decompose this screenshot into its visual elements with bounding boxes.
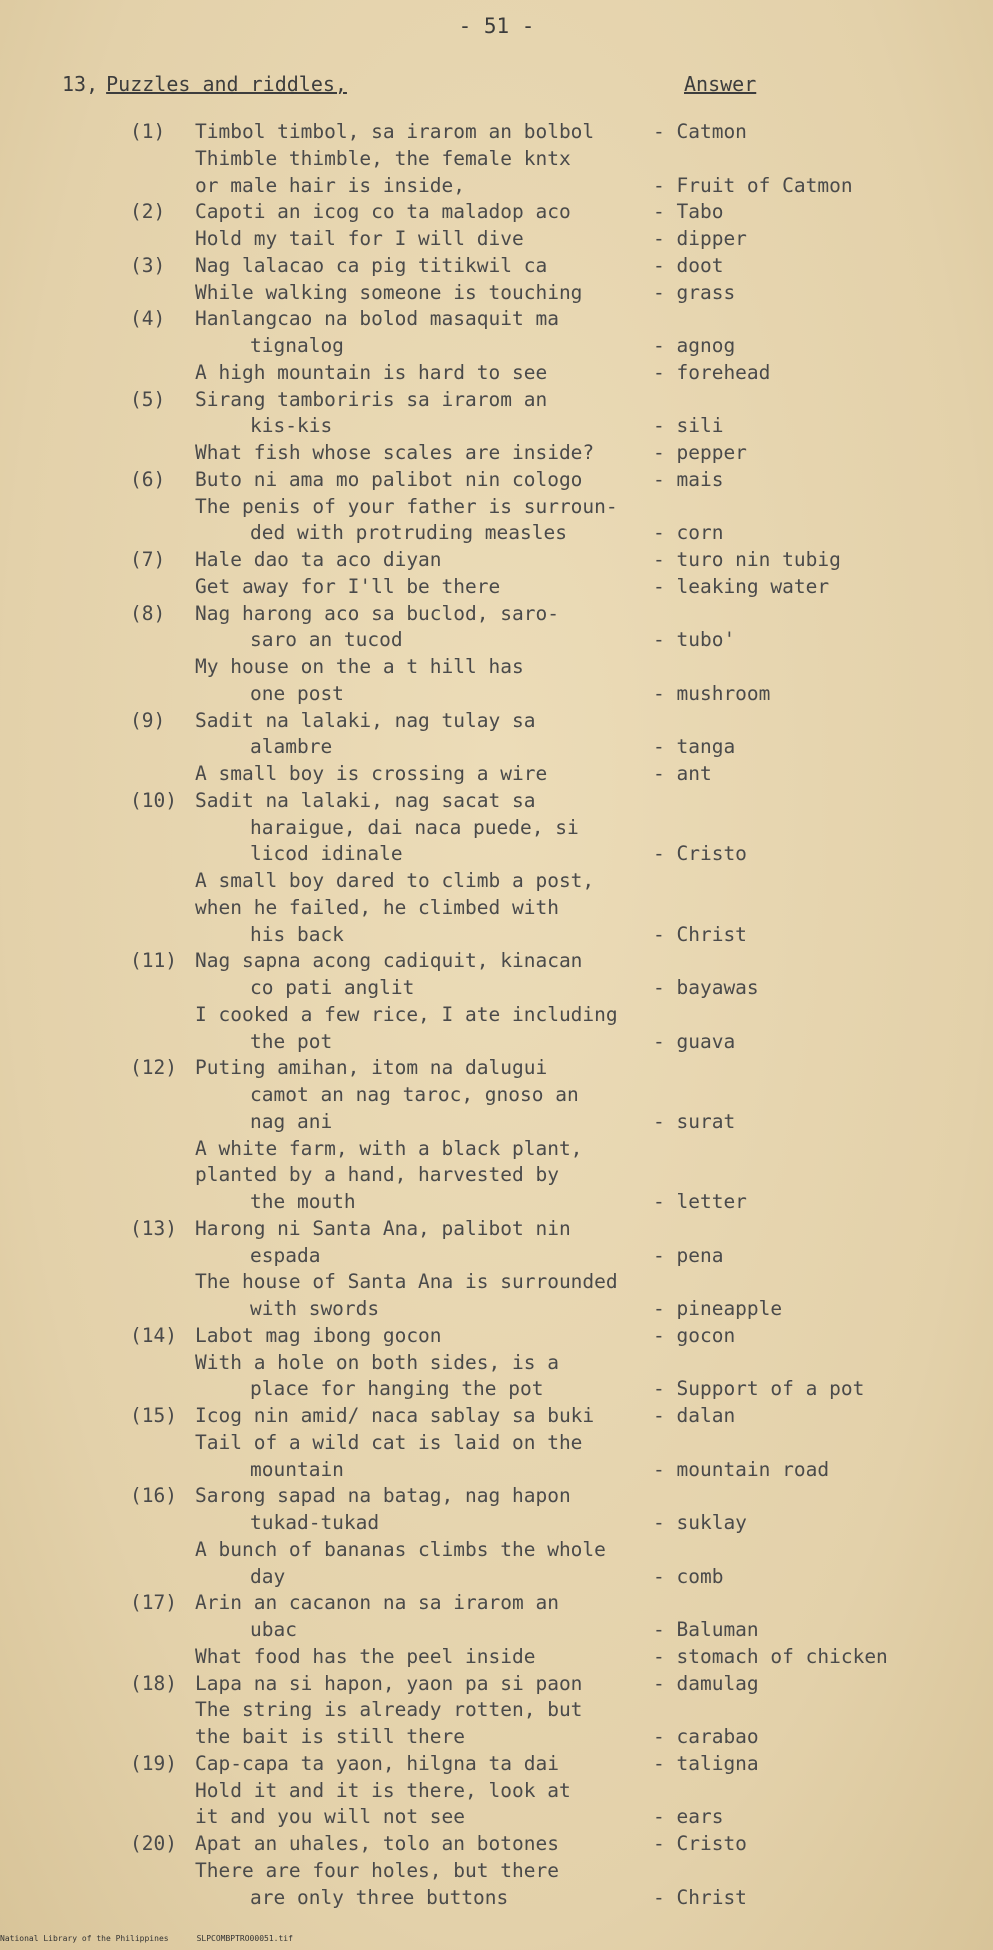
- riddle-line: [0, 1617, 993, 1643]
- riddle-number: (16): [130, 1484, 177, 1508]
- riddle-line: [0, 1483, 993, 1509]
- riddle-answer: - grass: [653, 280, 736, 304]
- riddle-number: (6): [130, 467, 166, 491]
- riddle-text: A small boy is crossing a wire: [195, 762, 548, 785]
- riddle-text: or male hair is inside,: [195, 173, 466, 197]
- riddle-line: [0, 146, 993, 172]
- riddle-text: haraigue, dai naca puede, si: [250, 815, 579, 839]
- riddle-line: [0, 681, 993, 707]
- riddle-text: Get away for I'll be there: [195, 574, 501, 598]
- riddle-number: (4): [130, 307, 166, 331]
- riddle-text: Tail of a wild cat is laid on the: [195, 1430, 583, 1454]
- riddle-answer: - pena: [653, 1243, 724, 1267]
- riddle-answer: - tubo': [653, 628, 736, 652]
- answer-header: Answer: [684, 72, 757, 96]
- riddle-line: [0, 788, 993, 814]
- riddle-line: [0, 1671, 993, 1697]
- riddle-text: There are four holes, but there: [195, 1858, 559, 1882]
- riddle-text: with swords: [250, 1297, 380, 1320]
- riddle-line: [0, 1269, 993, 1295]
- footer-filename: SLPCOMBPTRO00051.tif: [196, 1934, 293, 1943]
- riddle-text: camot an nag taroc, gnoso an: [250, 1083, 579, 1106]
- riddle-answer: - turo nin tubig: [653, 548, 841, 571]
- riddle-answer: - Christ: [653, 922, 747, 946]
- riddle-line: [0, 815, 993, 841]
- riddle-line: [0, 895, 993, 921]
- riddle-answer: - letter: [653, 1190, 747, 1213]
- riddle-text: the mouth: [250, 1190, 356, 1213]
- riddle-answer: - bayawas: [653, 976, 759, 999]
- riddle-text: kis-kis: [250, 414, 333, 438]
- riddle-line: [0, 1831, 993, 1857]
- riddle-text: Sadit na lalaki, nag sacat sa: [195, 788, 536, 812]
- riddle-text: Hale dao ta aco diyan: [195, 548, 442, 571]
- footer: [0, 1934, 321, 1943]
- riddle-text: The string is already rotten, but: [195, 1698, 583, 1722]
- riddle-line: [0, 601, 993, 627]
- riddle-answer: - tanga: [653, 735, 736, 759]
- riddle-line: [0, 1804, 993, 1830]
- riddle-number: (20): [130, 1832, 177, 1855]
- riddle-line: [0, 868, 993, 894]
- riddle-line: [0, 1858, 993, 1884]
- riddle-line: [0, 574, 993, 600]
- riddle-line: [0, 1055, 993, 1081]
- riddle-line: [0, 1323, 993, 1349]
- riddle-text: Capoti an icog co ta maladop aco: [195, 200, 571, 224]
- riddle-number: (13): [130, 1216, 177, 1240]
- riddle-text: A high mountain is hard to see: [195, 360, 548, 384]
- riddle-line: [0, 1751, 993, 1777]
- riddle-answer: - Baluman: [653, 1618, 759, 1641]
- riddle-line: [0, 1457, 993, 1483]
- riddle-answer: - ears: [653, 1805, 724, 1829]
- riddle-number: (19): [130, 1751, 177, 1775]
- riddle-line: [0, 1002, 993, 1028]
- riddle-text: are only three buttons: [250, 1885, 509, 1909]
- riddle-line: [0, 494, 993, 520]
- riddle-text: What food has the peel inside: [195, 1644, 536, 1668]
- riddle-line: [0, 1082, 993, 1108]
- riddle-answer: - dalan: [653, 1404, 736, 1427]
- riddle-line: [0, 734, 993, 760]
- riddle-text: Harong ni Santa Ana, palibot nin: [195, 1216, 571, 1240]
- riddle-line: [0, 253, 993, 279]
- riddle-line: [0, 226, 993, 252]
- riddle-text: his back: [250, 922, 344, 946]
- riddle-text: Arin an cacanon na sa irarom an: [195, 1591, 559, 1615]
- riddle-number: (18): [130, 1671, 177, 1695]
- riddle-text: place for hanging the pot: [250, 1377, 544, 1401]
- riddle-text: While walking someone is touching: [195, 280, 583, 304]
- riddle-text: What fish whose scales are inside?: [195, 441, 595, 464]
- riddle-line: [0, 547, 993, 573]
- riddle-line: [0, 119, 993, 145]
- riddle-line: [0, 1644, 993, 1670]
- riddle-answer: - stomach of chicken: [653, 1644, 888, 1668]
- riddle-number: (3): [130, 253, 166, 277]
- riddle-answer: - damulag: [653, 1671, 759, 1695]
- riddle-line: [0, 1778, 993, 1804]
- riddle-text: Icog nin amid/ naca sablay sa buki: [195, 1404, 595, 1427]
- riddle-text: Cap-capa ta yaon, hilgna ta dai: [195, 1751, 559, 1775]
- riddle-text: the bait is still there: [195, 1725, 466, 1748]
- riddle-answer: - pepper: [653, 441, 747, 464]
- riddle-line: [0, 333, 993, 359]
- riddle-line: [0, 761, 993, 787]
- riddle-text: Sirang tamboriris sa irarom an: [195, 387, 548, 411]
- riddle-answer: - gocon: [653, 1323, 736, 1347]
- riddle-answer: - Cristo: [653, 1832, 747, 1855]
- riddle-number: (5): [130, 387, 166, 411]
- riddle-text: day: [250, 1564, 286, 1588]
- section-number: 13,: [62, 72, 99, 96]
- riddle-text: Hold my tail for I will dive: [195, 227, 524, 250]
- riddle-line: [0, 1162, 993, 1188]
- riddle-line: [0, 199, 993, 225]
- riddle-number: (1): [130, 120, 166, 143]
- riddle-text: planted by a hand, harvested by: [195, 1163, 559, 1187]
- riddle-line: [0, 627, 993, 653]
- riddle-answer: - pineapple: [653, 1297, 783, 1320]
- riddle-line: [0, 1697, 993, 1723]
- riddle-text: licod idinale: [250, 842, 403, 866]
- riddle-line: [0, 360, 993, 386]
- riddle-text: With a hole on both sides, is a: [195, 1350, 559, 1374]
- riddle-line: [0, 654, 993, 680]
- riddle-text: Nag harong aco sa buclod, saro-: [195, 601, 559, 625]
- riddle-answer: - mushroom: [653, 681, 771, 705]
- riddle-line: [0, 1216, 993, 1242]
- riddle-text: Nag sapna acong cadiquit, kinacan: [195, 949, 583, 973]
- riddle-number: (14): [130, 1323, 177, 1347]
- riddle-text: ubac: [250, 1618, 297, 1641]
- riddle-line: [0, 387, 993, 413]
- riddle-answer: - guava: [653, 1029, 736, 1053]
- riddle-answer: - dipper: [653, 227, 747, 250]
- riddle-line: [0, 1243, 993, 1269]
- section-title: Puzzles and riddles,: [106, 72, 347, 96]
- riddle-number: (7): [130, 548, 166, 571]
- riddle-answer: - leaking water: [653, 574, 830, 598]
- riddle-number: (12): [130, 1056, 177, 1080]
- riddle-text: saro an tucod: [250, 628, 403, 652]
- riddle-answer: - corn: [653, 521, 724, 545]
- riddle-answer: - Catmon: [653, 120, 747, 143]
- riddle-text: tukad-tukad: [250, 1511, 380, 1534]
- riddle-text: Buto ni ama mo palibot nin cologo: [195, 467, 583, 491]
- section-heading: [62, 72, 347, 96]
- riddle-answer: - Fruit of Catmon: [653, 173, 853, 197]
- riddle-text: Thimble thimble, the female kntx: [195, 146, 571, 170]
- riddle-number: (17): [130, 1591, 177, 1615]
- riddle-line: [0, 841, 993, 867]
- riddle-text: A white farm, with a black plant,: [195, 1136, 583, 1160]
- riddle-line: [0, 467, 993, 493]
- riddle-line: [0, 1189, 993, 1215]
- riddle-text: I cooked a few rice, I ate including: [195, 1002, 618, 1026]
- riddle-text: tignalog: [250, 334, 344, 357]
- riddle-text: Labot mag ibong gocon: [195, 1323, 442, 1347]
- page-number: - 51 -: [458, 14, 535, 38]
- riddle-line: [0, 280, 993, 306]
- riddle-answer: - Christ: [653, 1885, 747, 1909]
- riddle-line: [0, 1136, 993, 1162]
- riddle-answer: - sili: [653, 414, 724, 438]
- riddle-answer: - doot: [653, 253, 724, 277]
- riddle-number: (9): [130, 708, 166, 732]
- riddle-text: nag ani: [250, 1109, 333, 1133]
- riddle-answer: - Tabo: [653, 200, 724, 224]
- riddle-text: Hold it and it is there, look at: [195, 1778, 571, 1802]
- riddle-answer: - mais: [653, 467, 724, 491]
- riddle-text: The house of Santa Ana is surrounded: [195, 1270, 618, 1294]
- riddle-number: (15): [130, 1404, 177, 1427]
- riddle-number: (11): [130, 949, 177, 973]
- riddle-answer: - comb: [653, 1564, 724, 1588]
- riddle-text: Hanlangcao na bolod masaquit ma: [195, 307, 559, 331]
- riddle-answer: - mountain road: [653, 1457, 830, 1481]
- riddle-answer: - agnog: [653, 334, 736, 357]
- riddle-text: the pot: [250, 1029, 333, 1053]
- riddle-line: [0, 1376, 993, 1402]
- riddle-text: Sarong sapad na batag, nag hapon: [195, 1484, 571, 1508]
- riddle-line: [0, 1029, 993, 1055]
- riddle-answer: - suklay: [653, 1511, 747, 1534]
- riddle-answer: - forehead: [653, 360, 771, 384]
- riddle-text: Timbol timbol, sa irarom an bolbol: [195, 120, 595, 143]
- riddle-line: [0, 1350, 993, 1376]
- riddle-line: [0, 1403, 993, 1429]
- riddle-text: Sadit na lalaki, nag tulay sa: [195, 708, 536, 732]
- riddle-line: [0, 948, 993, 974]
- riddle-text: alambre: [250, 735, 333, 759]
- riddle-text: espada: [250, 1243, 321, 1267]
- riddle-number: (10): [130, 788, 177, 812]
- riddle-text: A bunch of bananas climbs the whole: [195, 1537, 606, 1561]
- riddle-text: ded with protruding measles: [250, 521, 567, 545]
- riddle-line: [0, 440, 993, 466]
- riddle-answer: - carabao: [653, 1725, 759, 1748]
- riddle-answer: - ant: [653, 762, 712, 785]
- riddle-answer: - taligna: [653, 1751, 759, 1775]
- riddle-text: Lapa na si hapon, yaon pa si paon: [195, 1671, 583, 1695]
- riddle-answer: - surat: [653, 1109, 736, 1133]
- riddle-line: [0, 1430, 993, 1456]
- riddle-text: when he failed, he climbed with: [195, 895, 559, 919]
- riddle-line: [0, 922, 993, 948]
- riddle-line: [0, 1537, 993, 1563]
- riddle-line: [0, 173, 993, 199]
- riddle-text: one post: [250, 681, 344, 705]
- riddle-text: mountain: [250, 1457, 344, 1481]
- riddle-text: Apat an uhales, tolo an botones: [195, 1832, 559, 1855]
- riddle-text: it and you will not see: [195, 1805, 466, 1829]
- footer-source: National Library of the Philippines: [0, 1934, 169, 1943]
- riddle-text: The penis of your father is surroun-: [195, 494, 618, 518]
- riddle-line: [0, 1590, 993, 1616]
- riddle-line: [0, 306, 993, 332]
- riddle-text: A small boy dared to climb a post,: [195, 869, 595, 892]
- riddle-line: [0, 1510, 993, 1536]
- riddle-text: co pati anglit: [250, 976, 415, 999]
- riddle-line: [0, 1564, 993, 1590]
- riddle-number: (8): [130, 601, 166, 625]
- riddle-line: [0, 520, 993, 546]
- riddle-line: [0, 975, 993, 1001]
- riddle-text: Nag lalacao ca pig titikwil ca: [195, 253, 548, 277]
- riddle-line: [0, 1296, 993, 1322]
- riddle-line: [0, 1109, 993, 1135]
- riddle-line: [0, 1885, 993, 1911]
- riddle-answer: - Cristo: [653, 842, 747, 866]
- riddle-text: Puting amihan, itom na dalugui: [195, 1056, 548, 1080]
- riddle-number: (2): [130, 200, 166, 224]
- riddle-text: My house on the a t hill has: [195, 655, 524, 678]
- riddle-line: [0, 413, 993, 439]
- riddle-line: [0, 708, 993, 734]
- riddle-line: [0, 1724, 993, 1750]
- riddle-answer: - Support of a pot: [653, 1377, 865, 1401]
